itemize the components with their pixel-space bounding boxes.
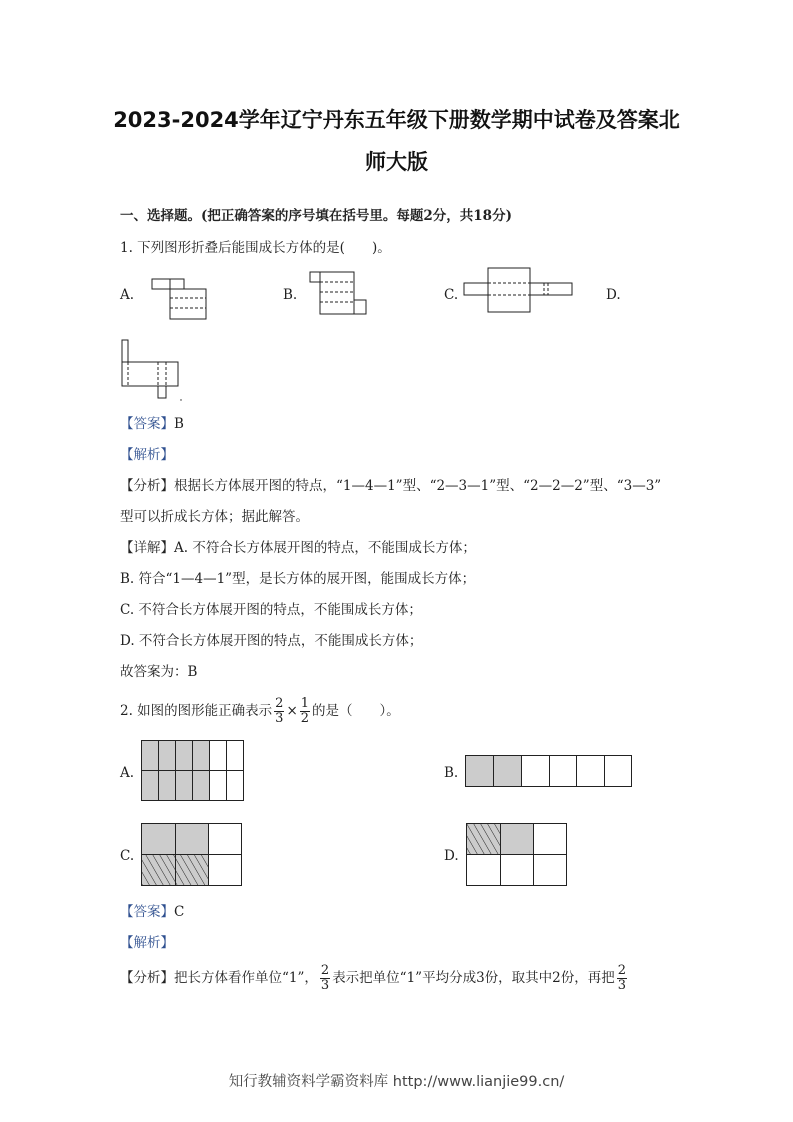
q1-option-c-label: C. [444,287,459,303]
fenxi-tag: 【分析】 [120,970,174,986]
fraction-two-thirds: $\frac{2}{3}$ [617,963,627,993]
q2-answer-value: C [174,904,185,920]
page-title-line2: 师大版 [365,150,428,174]
fraction-two-thirds: $\frac{2}{3}$ [320,963,330,993]
answer-tag: 【答案】 [120,416,174,432]
question-2-stem [120,696,400,726]
q2-stem-prefix: 2. 如图的图形能正确表示 [120,703,273,719]
q1-option-b-label: B. [283,287,298,303]
q1-xiangjie-c: C. 不符合长方体展开图的特点，不能围成长方体； [120,602,422,618]
footer-watermark: 知行教辅资料学霸资料库 http://www.lianjie99.cn/ [228,1074,565,1090]
q1-analysis-tag: 【解析】 [120,447,174,463]
q1-answer [120,415,184,433]
fenxi-tag: 【分析】 [120,478,174,494]
q2-option-d-grid [466,823,570,887]
xiangjie-a-text: A. 不符合长方体展开图的特点，不能围成长方体； [174,540,476,556]
q2-stem-suffix: 的是（ ）。 [312,703,400,719]
q1-option-d-label: D. [606,287,621,303]
q2-option-b-label: B. [444,765,459,781]
q1-option-d-net [118,338,186,402]
q2-answer [120,903,184,921]
q1-option-a-net [150,276,210,324]
q1-option-b-net [308,270,370,316]
q2-fenxi-line1 [120,963,629,993]
q1-xiangjie-b: B. 符合“1—4—1”型，是长方体的展开图，能围成长方体； [120,571,476,587]
q1-xiangjie-a [120,539,476,557]
xiangjie-tag: 【详解】 [120,540,174,556]
q2-fenxi-text1: 把长方体看作单位“1”， [174,970,318,986]
question-1-stem: 1. 下列图形折叠后能围成长方体的是( )。 [120,240,391,256]
q2-analysis-tag: 【解析】 [120,935,174,951]
q2-option-a-label: A. [120,765,135,781]
q2-option-d-label: D. [444,848,459,864]
q1-fenxi-line1 [120,477,661,495]
q1-option-c-net [462,266,574,314]
q1-option-a-label: A. [120,287,135,303]
q2-option-b-strip [465,755,635,789]
q1-answer-value: B [174,416,184,432]
q2-option-a-grid [141,740,245,802]
fraction-one-half: $\frac{1}{2}$ [300,696,310,726]
q1-conclusion: 故答案为：B [120,664,198,680]
fenxi-text: 根据长方体展开图的特点，“1—4—1”型、“2—3—1”型、“2—2—2”型、“3—3” [174,478,662,494]
q2-option-c-label: C. [120,848,135,864]
answer-tag: 【答案】 [120,904,174,920]
times-sign: × [286,703,298,719]
fraction-two-thirds: $\frac{2}{3}$ [275,696,284,726]
page-title-line1: 2023-2024学年辽宁丹东五年级下册数学期中试卷及答案北 [113,108,680,132]
q2-option-c-grid [141,823,245,887]
q1-fenxi-line2: 型可以折成长方体；据此解答。 [120,509,309,525]
section-heading: 一、选择题。(把正确答案的序号填在括号里。每题2分，共18分) [120,208,512,224]
q1-xiangjie-d: D. 不符合长方体展开图的特点，不能围成长方体； [120,633,423,649]
q2-fenxi-text2: 表示把单位“1”平均分成3份，取其中2份，再把 [332,970,615,986]
